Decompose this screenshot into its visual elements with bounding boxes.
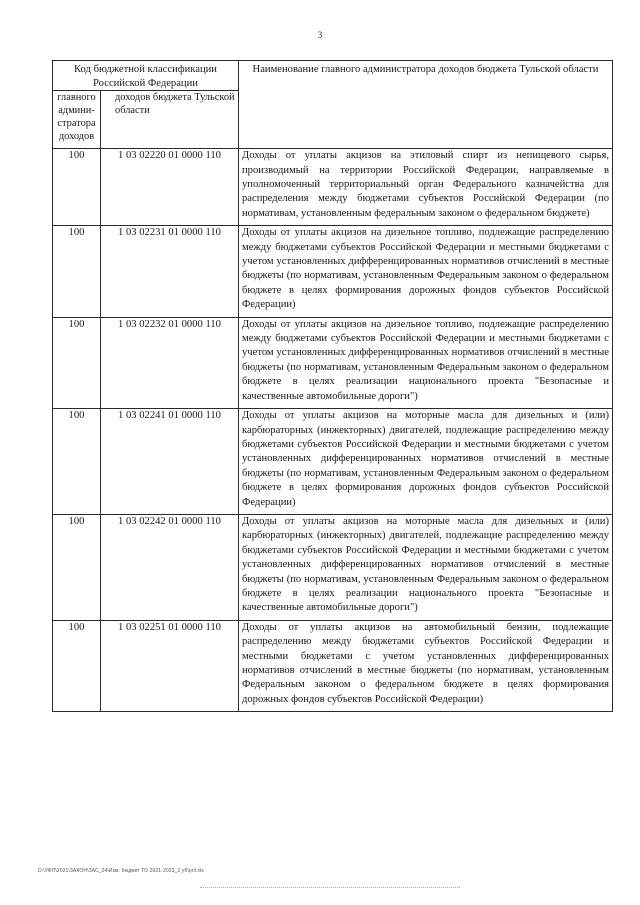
table-row [53, 620, 613, 711]
admin-code-cell: 100 [53, 149, 101, 226]
income-description-cell: Доходы от уплаты акцизов на дизельное топливо, подлежащие распределению между бюджетами субъектов Российской Федерации и местными бюджетами с учетом установленных дифференцированных нормативов отчислений в местные бюджеты (по нормативам, установленным Федеральным законом о федеральном бюджете в целях реализации национального проекта "Безопасные и качественные автомобильные дороги") [239, 317, 613, 408]
table-row [53, 226, 613, 317]
income-description-cell: Доходы от уплаты акцизов на автомобильный бензин, подлежащие распределению между бюджетами субъектов Российской Федерации и местными бюджетами с учетом установленных дифференцированных нормативов отчислений в местные бюджеты (по нормативам, установленным Федеральным законом о федеральном бюджете в целях формирования дорожных фондов субъектов Российской Федерации) [239, 620, 613, 711]
bottom-divider [200, 887, 460, 888]
income-description-cell: Доходы от уплаты акцизов на этиловый спирт из непищевого сырья, производимый на территории Российской Федерации, направляемые в уполномоченный территориальный орган Федерального казначейства для распределения между бюджетами субъектов Российской Федерации (по нормативам, установленным федеральным законом о федеральном бюджете) [239, 149, 613, 226]
income-code-cell: 1 03 02251 01 0000 110 [101, 620, 239, 711]
income-description-cell: Доходы от уплаты акцизов на дизельное топливо, подлежащие распределению между бюджетами субъектов Российской Федерации и местными бюджетами с учетом установленных дифференцированных нормативов отчислений в местные бюджеты (по нормативам, установленным Федеральным законом о федеральном бюджете в целях формирования дорожных фондов субъектов Российской Федерации) [239, 226, 613, 317]
income-description-cell: Доходы от уплаты акцизов на моторные масла для дизельных и (или) карбюраторных (инжекторных) двигателей, подлежащие распределению между бюджетами субъектов Российской Федерации и местными бюджетами с учетом установленных дифференцированных нормативов отчислений в местные бюджеты (по нормативам, установленным Федеральным законом о федеральном бюджете в целях реализации национального проекта "Безопасные и качественные автомобильные дороги") [239, 514, 613, 620]
income-description-cell: Доходы от уплаты акцизов на моторные масла для дизельных и (или) карбюраторных (инжекторных) двигателей, подлежащие распределению между бюджетами субъектов Российской Федерации и местными бюджетами с учетом установленных дифференцированных нормативов отчислений в местные бюджеты (по нормативам, установленным Федеральным законом о федеральном бюджете в целях формирования дорожных фондов субъектов Российской Федерации) [239, 409, 613, 515]
revenue-classification-table [52, 60, 613, 712]
admin-code-cell: 100 [53, 409, 101, 515]
admin-code-cell: 100 [53, 514, 101, 620]
table-row [53, 149, 613, 226]
income-code-cell: 1 03 02241 01 0000 110 [101, 409, 239, 515]
file-path-footer: D:\УФП\2021\ЗАКОН\ЗАС_24\Изм. бюджет ТО 2021-2023_2 уб\pril.xls [38, 868, 204, 874]
page-number: 3 [317, 30, 323, 40]
admin-code-cell: 100 [53, 226, 101, 317]
kbk-group-header: Код бюджетной классификации Российской Федерации [53, 61, 239, 91]
table-row [53, 317, 613, 408]
income-code-cell: 1 03 02232 01 0000 110 [101, 317, 239, 408]
admin-code-cell: 100 [53, 620, 101, 711]
income-code-cell: 1 03 02242 01 0000 110 [101, 514, 239, 620]
table-row [53, 409, 613, 515]
header-row [53, 61, 613, 91]
admin-code-cell: 100 [53, 317, 101, 408]
administrator-name-header: Наименование главного администратора доходов бюджета Тульской области [239, 61, 613, 149]
table-row [53, 514, 613, 620]
admin-code-header: главного админи-стратора доходов [53, 91, 101, 149]
income-code-header: доходов бюджета Тульской области [101, 91, 239, 149]
income-code-cell: 1 03 02220 01 0000 110 [101, 149, 239, 226]
income-code-cell: 1 03 02231 01 0000 110 [101, 226, 239, 317]
